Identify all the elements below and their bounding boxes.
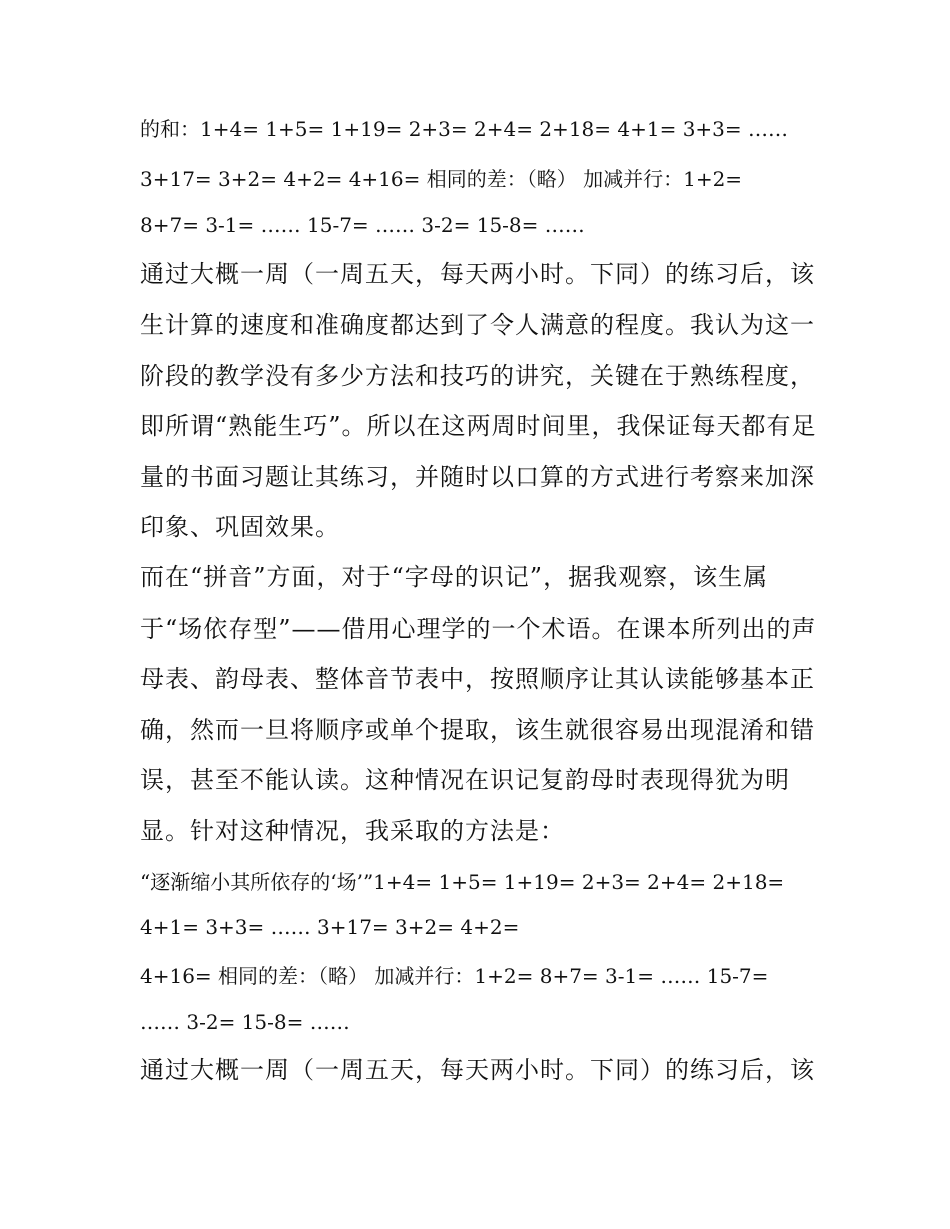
text-line: 确，然而一旦将顺序或单个提取，该生就很容易出现混淆和错 bbox=[140, 716, 815, 744]
text-line: 通过大概一周（一周五天，每天两小时。下同）的练习后，该 bbox=[140, 260, 815, 288]
text-line: 生计算的速度和准确度都达到了令人满意的程度。我认为这一 bbox=[140, 311, 815, 339]
text-line: 3+17= 3+2= 4+2= 4+16= 相同的差：（略） 加减并行：1+2= bbox=[140, 167, 743, 191]
text-line: 于“场依存型”——借用心理学的一个术语。在课本所列出的声 bbox=[140, 615, 817, 643]
text-line: 而在“拼音”方面，对于“字母的识记”，据我观察，该生属 bbox=[140, 563, 769, 591]
text-line: …… 3-2= 15-8= …… bbox=[140, 1010, 350, 1034]
text-line: 显。针对这种情况，我采取的方法是： bbox=[140, 817, 565, 845]
text-line: 阶段的教学没有多少方法和技巧的讲究，关键在于熟练程度， bbox=[140, 362, 815, 390]
text-line: 4+16= 相同的差：（略） 加减并行：1+2= 8+7= 3-1= …… 15-7= bbox=[140, 964, 769, 988]
text-line: 的和：1+4= 1+5= 1+19= 2+3= 2+4= 2+18= 4+1= 3+3= …… bbox=[140, 117, 789, 141]
text-line: 8+7= 3-1= …… 15-7= …… 3-2= 15-8= …… bbox=[140, 213, 585, 237]
text-line: 通过大概一周（一周五天，每天两小时。下同）的练习后，该 bbox=[140, 1056, 815, 1084]
text-line: 误，甚至不能认读。这种情况在识记复韵母时表现得犹为明 bbox=[140, 766, 790, 794]
text-line: 印象、巩固效果。 bbox=[140, 513, 340, 541]
text-line: “逐渐缩小其所依存的‘场’”1+4= 1+5= 1+19= 2+3= 2+4= 2+18= bbox=[140, 870, 785, 894]
text-line: 量的书面习题让其练习，并随时以口算的方式进行考察来加深 bbox=[140, 463, 815, 491]
text-line: 4+1= 3+3= …… 3+17= 3+2= 4+2= bbox=[140, 915, 520, 939]
text-line: 母表、韵母表、整体音节表中，按照顺序让其认读能够基本正 bbox=[140, 665, 815, 693]
text-line: 即所谓“熟能生巧”。所以在这两周时间里，我保证每天都有足 bbox=[140, 412, 817, 440]
